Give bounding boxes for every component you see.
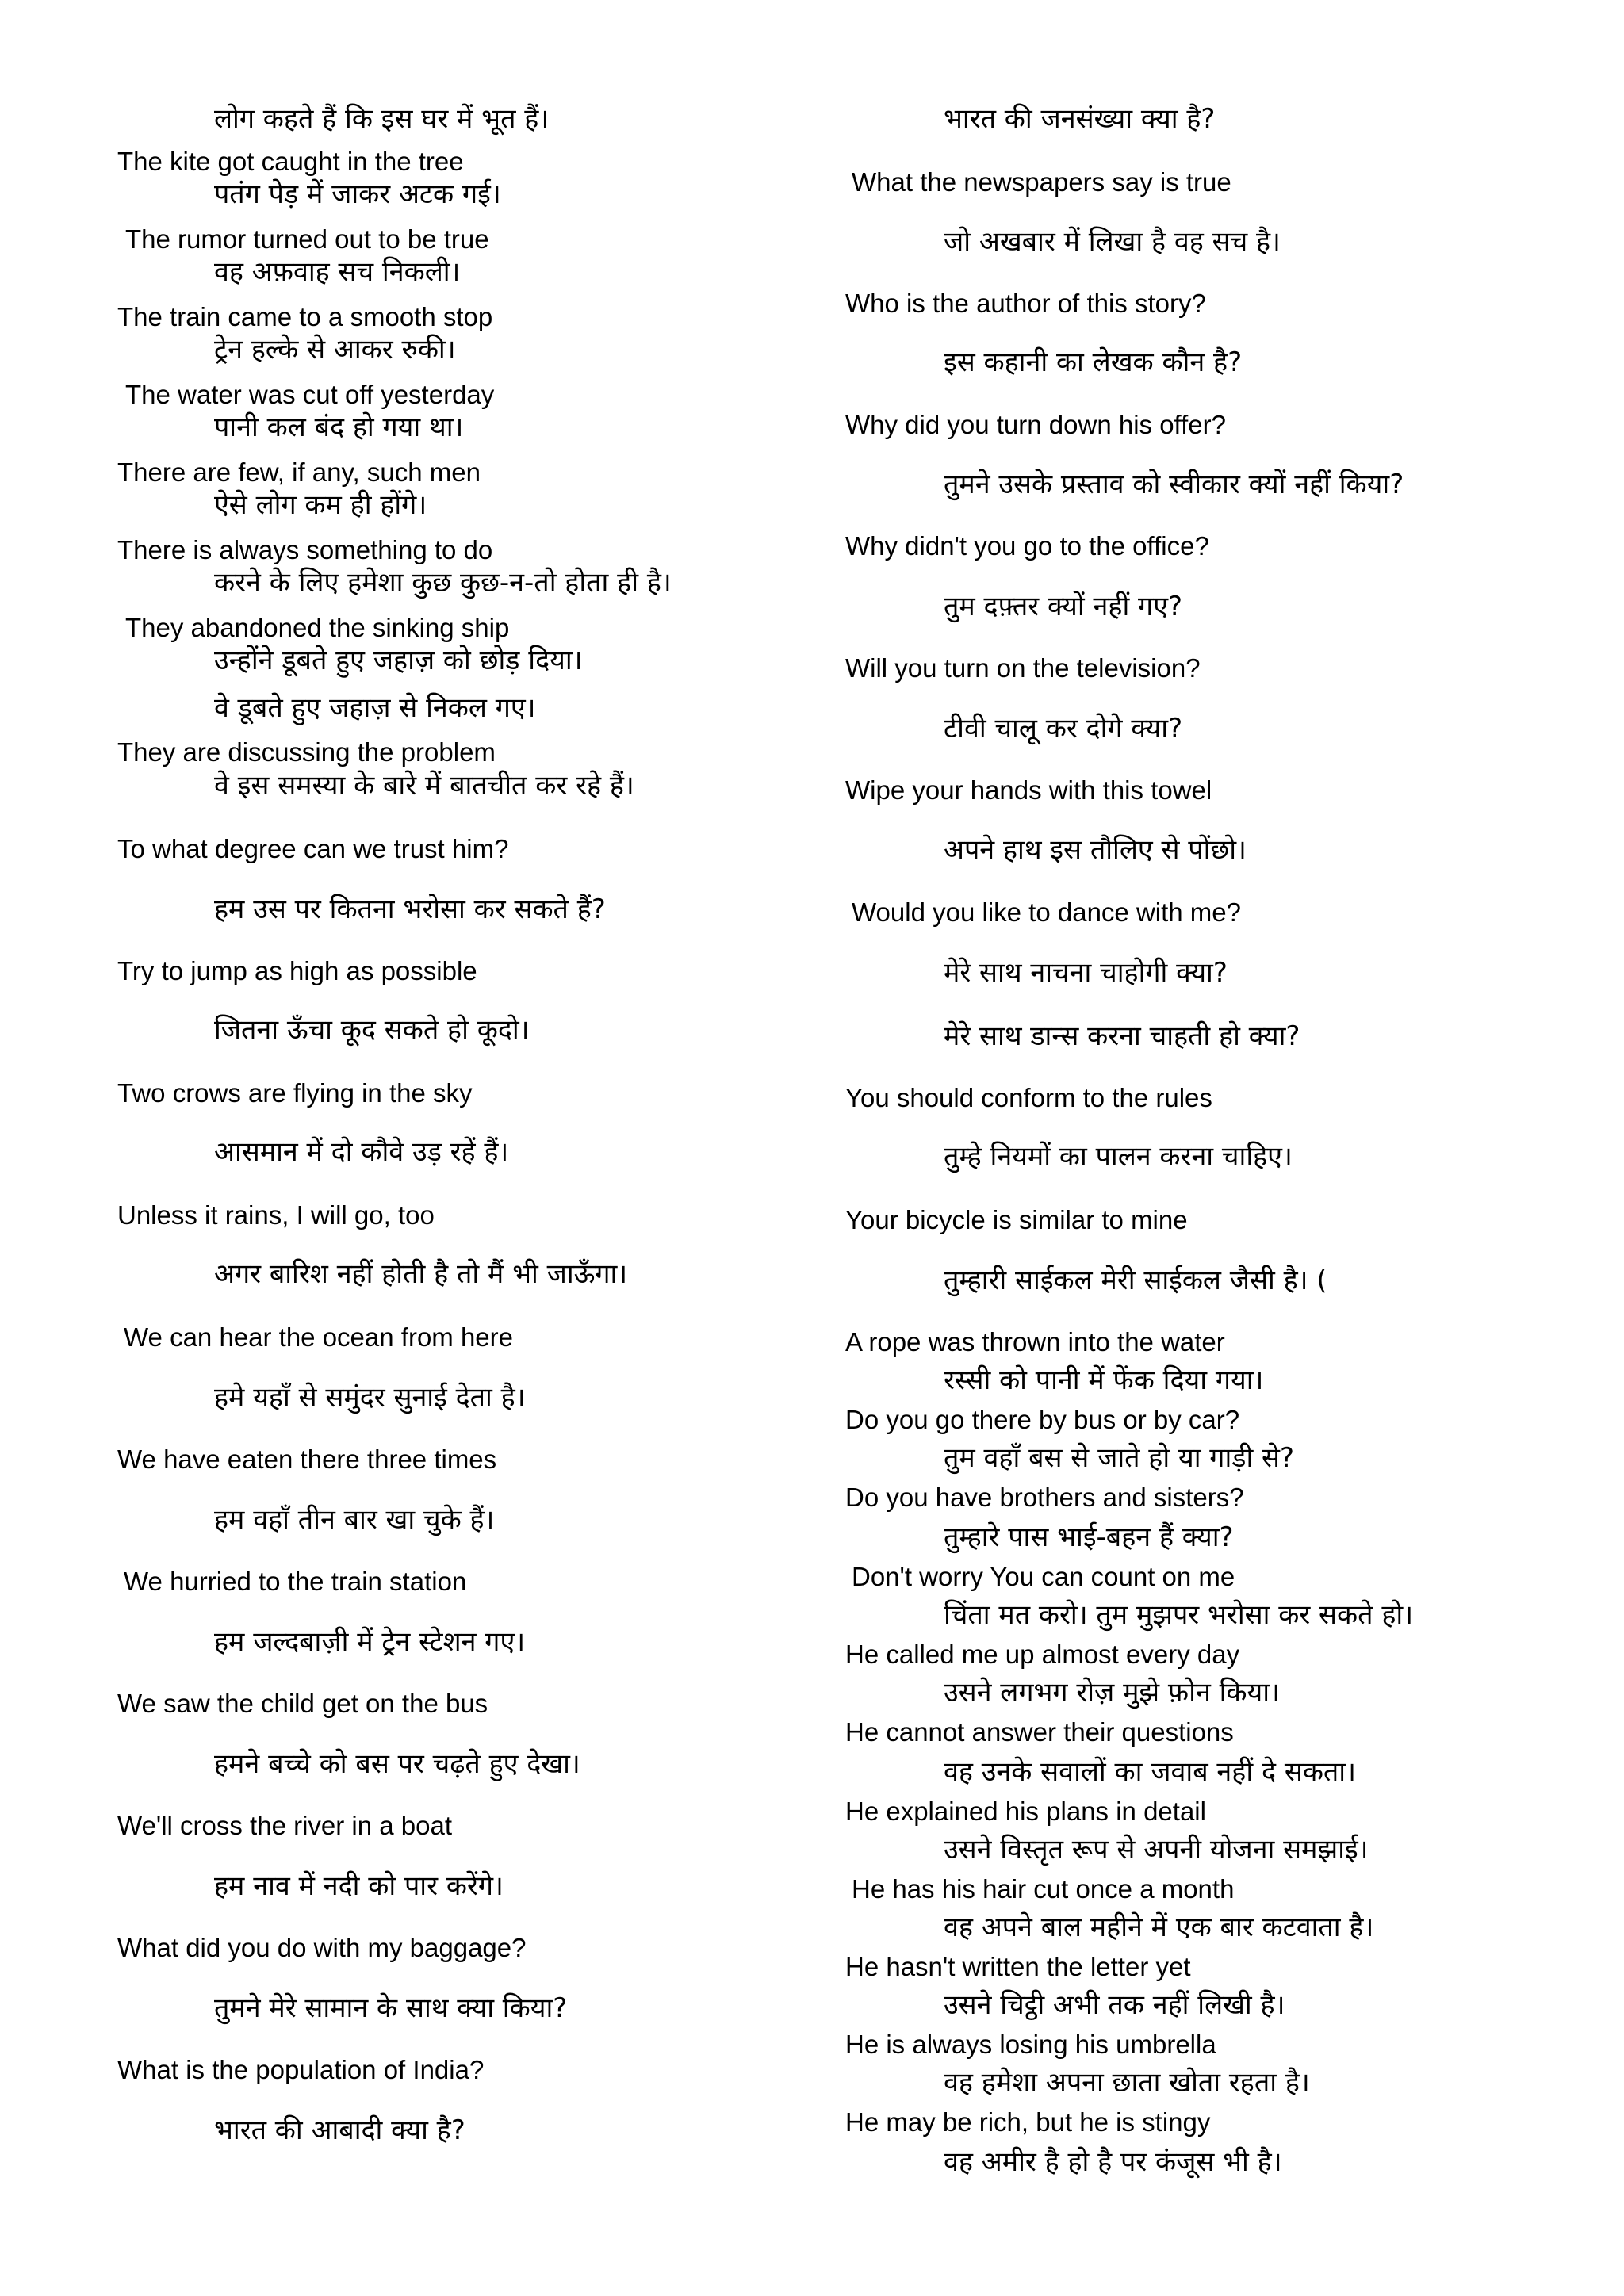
english-sentence: A rope was thrown into the water — [845, 1327, 1225, 1357]
english-sentence: Wipe your hands with this towel — [845, 775, 1212, 805]
english-sentence: He explained his plans in detail — [845, 1797, 1206, 1826]
english-sentence: Will you turn on the television? — [845, 653, 1201, 683]
english-sentence: Why did you turn down his offer? — [845, 410, 1226, 439]
english-sentence: Your bicycle is similar to mine — [845, 1205, 1188, 1234]
hindi-translation: हम जल्दबाज़ी में ट्रेन स्टेशन गए। — [214, 1626, 526, 1658]
english-sentence: The train came to a smooth stop — [117, 302, 493, 331]
english-sentence: He hasn't written the letter yet — [845, 1952, 1191, 1981]
hindi-translation: भारत की जनसंख्या क्या है? — [944, 103, 1216, 135]
hindi-translation: तुम दफ़्तर क्यों नहीं गए? — [944, 591, 1183, 622]
hindi-translation: तुमने मेरे सामान के साथ क्या किया? — [214, 1992, 568, 2024]
hindi-translation: तुमने उसके प्रस्ताव को स्वीकार क्यों नहीं किया? — [944, 469, 1404, 500]
english-sentence: There are few, if any, such men — [117, 457, 481, 487]
hindi-translation: मेरे साथ डान्स करना चाहती हो क्या? — [944, 1020, 1300, 1052]
english-sentence: They abandoned the sinking ship — [125, 613, 510, 642]
hindi-translation: मेरे साथ नाचना चाहोगी क्या? — [944, 957, 1228, 989]
hindi-translation: पानी कल बंद हो गया था। — [214, 411, 464, 443]
english-sentence: You should conform to the rules — [845, 1083, 1212, 1112]
hindi-translation: आसमान में दो कौवे उड़ रहें हैं। — [214, 1136, 509, 1168]
hindi-translation: हम उस पर कितना भरोसा कर सकते हैं? — [214, 894, 606, 925]
english-sentence: Who is the author of this story? — [845, 289, 1206, 318]
hindi-translation: वह अफ़वाह सच निकली। — [214, 256, 461, 288]
english-sentence: Two crows are flying in the sky — [117, 1078, 473, 1108]
english-sentence: He cannot answer their questions — [845, 1717, 1234, 1747]
english-sentence: Try to jump as high as possible — [117, 956, 477, 985]
hindi-translation: पतंग पेड़ में जाकर अटक गई। — [214, 178, 501, 210]
english-sentence: The rumor turned out to be true — [125, 224, 489, 254]
hindi-translation: हमने बच्चे को बस पर चढ़ते हुए देखा। — [214, 1748, 580, 1780]
english-sentence: Would you like to dance with me? — [852, 897, 1241, 927]
english-sentence: We'll cross the river in a boat — [117, 1811, 453, 1840]
hindi-translation: वे डूबते हुए जहाज़ से निकल गए। — [214, 692, 536, 724]
english-sentence: There is always something to do — [117, 535, 493, 564]
english-sentence: He called me up almost every day — [845, 1640, 1240, 1669]
hindi-translation: उसने लगभग रोज़ मुझे फ़ोन किया। — [944, 1677, 1280, 1709]
hindi-translation: करने के लिए हमेशा कुछ कुछ-न-तो होता ही है। — [214, 567, 672, 599]
hindi-translation: ऐसे लोग कम ही होंगे। — [214, 489, 427, 521]
right-column — [825, 0, 1618, 2296]
hindi-translation: जो अखबार में लिखा है वह सच है। — [944, 226, 1281, 258]
hindi-translation: भारत की आबादी क्या है? — [214, 2114, 465, 2146]
hindi-translation: रस्सी को पानी में फेंक दिया गया। — [944, 1364, 1264, 1396]
english-sentence: He may be rich, but he is stingy — [845, 2107, 1211, 2137]
english-sentence: He has his hair cut once a month — [852, 1874, 1235, 1904]
hindi-translation: वे इस समस्या के बारे में बातचीत कर रहे हैं। — [214, 770, 634, 802]
english-sentence: What is the population of India? — [117, 2055, 485, 2084]
hindi-translation: इस कहानी का लेखक कौन है? — [944, 346, 1243, 378]
hindi-translation: तुम्हारी साईकल मेरी साईकल जैसी है। ( — [944, 1265, 1327, 1296]
english-sentence: He is always losing his umbrella — [845, 2030, 1216, 2059]
english-sentence: Don't worry You can count on me — [852, 1562, 1235, 1591]
english-sentence: We can hear the ocean from here — [124, 1322, 514, 1352]
hindi-translation: उन्होंने डूबते हुए जहाज़ को छोड़ दिया। — [214, 645, 583, 676]
hindi-translation: उसने विस्तृत रूप से अपनी योजना समझाई। — [944, 1834, 1369, 1866]
english-sentence: Why didn't you go to the office? — [845, 531, 1209, 561]
hindi-translation: वह अमीर है हो है पर कंजूस भी है। — [944, 2146, 1282, 2178]
english-sentence: Do you go there by bus or by car? — [845, 1405, 1240, 1434]
hindi-translation: जितना ऊँचा कूद सकते हो कूदो। — [214, 1014, 530, 1046]
english-sentence: What the newspapers say is true — [852, 167, 1231, 197]
english-sentence: We hurried to the train station — [124, 1567, 467, 1596]
hindi-translation: टीवी चालू कर दोगे क्या? — [944, 713, 1183, 744]
english-sentence: What did you do with my baggage? — [117, 1933, 527, 1962]
hindi-translation: तुम वहाँ बस से जाते हो या गाड़ी से? — [944, 1442, 1295, 1474]
hindi-translation: उसने चिट्ठी अभी तक नहीं लिखी है। — [944, 1989, 1285, 2021]
hindi-translation: तुम्हे नियमों का पालन करना चाहिए। — [944, 1141, 1293, 1173]
hindi-translation: हम वहाँ तीन बार खा चुके हैं। — [214, 1504, 495, 1536]
english-sentence: They are discussing the problem — [117, 737, 496, 767]
hindi-translation: चिंता मत करो। तुम मुझपर भरोसा कर सकते हो। — [944, 1599, 1414, 1631]
hindi-translation: लोग कहते हैं कि इस घर में भूत हैं। — [214, 103, 550, 135]
hindi-translation: हमे यहाँ से समुंदर सुनाई देता है। — [214, 1382, 526, 1414]
english-sentence: Unless it rains, I will go, too — [117, 1200, 435, 1230]
english-sentence: We saw the child get on the bus — [117, 1689, 488, 1718]
hindi-translation: तुम्हारे पास भाई-बहन हैं क्या? — [944, 1521, 1234, 1553]
hindi-translation: अगर बारिश नहीं होती है तो मैं भी जाऊँगा। — [214, 1258, 628, 1290]
hindi-translation: हम नाव में नदी को पार करेंगे। — [214, 1870, 504, 1902]
english-sentence: The water was cut off yesterday — [125, 380, 495, 409]
english-sentence: We have eaten there three times — [117, 1445, 497, 1474]
english-sentence: To what degree can we trust him? — [117, 834, 509, 863]
english-sentence: The kite got caught in the tree — [117, 147, 464, 176]
english-sentence: Do you have brothers and sisters? — [845, 1483, 1244, 1512]
hindi-translation: वह अपने बाल महीने में एक बार कटवाता है। — [944, 1911, 1374, 1943]
hindi-translation: वह हमेशा अपना छाता खोता रहता है। — [944, 2067, 1310, 2099]
left-column — [0, 0, 777, 2296]
hindi-translation: वह उनके सवालों का जवाब नहीं दे सकता। — [944, 1756, 1356, 1788]
hindi-translation: अपने हाथ इस तौलिए से पोंछो। — [944, 834, 1247, 866]
hindi-translation: ट्रेन हल्के से आकर रुकी। — [214, 334, 456, 365]
